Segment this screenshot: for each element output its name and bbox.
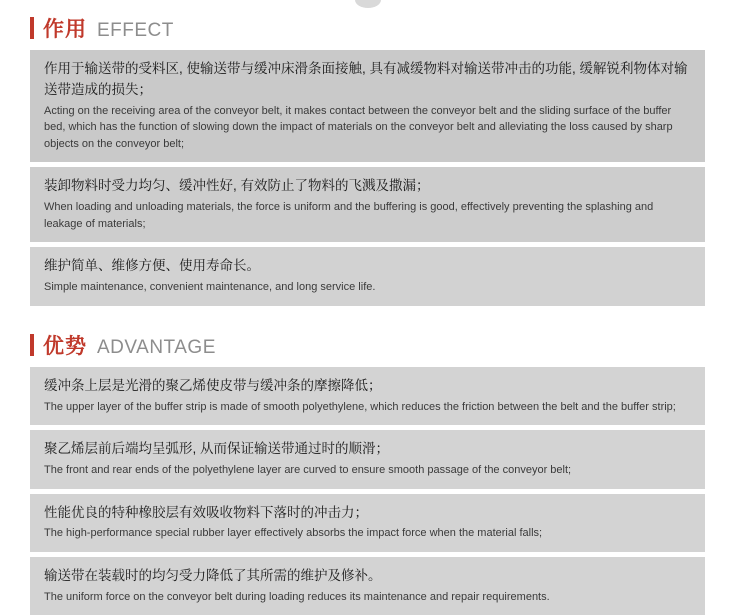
section-title-en: EFFECT [97,20,174,41]
list-item-en: The uniform force on the conveyor belt during loading reduces its maintenance and repair requirements. [44,590,550,603]
section-effect [30,0,705,306]
list-item-cn: 缓冲条上层是光滑的聚乙烯使皮带与缓冲条的摩擦降低； [44,377,382,393]
list-item [30,50,705,162]
list-item-en: The upper layer of the buffer strip is made of smooth polyethylene, which reduces the friction between the belt and the buffer strip; [44,400,676,413]
effect-row-list [30,50,705,306]
list-item-cn: 维护简单、维修方便、使用寿命长。 [44,258,260,274]
list-item [30,247,705,305]
list-item [30,494,705,552]
list-item-cn: 装卸物料时受力均匀、缓冲性好, 有效防止了物料的飞溅及撒漏； [44,178,430,194]
list-item-en: When loading and unloading materials, the force is uniform and the buffering is good, effectively preventing the splashing and leakage of materials; [44,201,654,230]
section-title-en: ADVANTAGE [97,336,216,358]
section-title-cn: 作用 [43,18,87,41]
list-item-cn: 作用于输送带的受料区, 使输送带与缓冲床滑条面接触, 具有减缓物料对输送带冲击的功能, 缓解锐利物体对输送带造成的损失； [44,61,688,97]
list-item [30,430,705,488]
heading-accent-bar-icon [30,17,34,39]
list-item-en: The front and rear ends of the polyethylene layer are curved to ensure smooth passage of the conveyor belt; [44,464,572,477]
section-advantage [30,317,705,615]
advantage-row-list [30,367,705,615]
list-item-en: Acting on the receiving area of the conveyor belt, it makes contact between the conveyor belt and the sliding surface of the buffer bed, which has the function of slowing down the impact of materials on the conveyor belt and alleviating the loss caused by sharp objects on the conveyor belt; [44,104,673,150]
list-item-cn: 输送带在装载时的均匀受力降低了其所需的维护及修补。 [44,567,382,583]
list-item [30,367,705,425]
list-item-cn: 聚乙烯层前后端均呈弧形, 从而保证输送带通过时的顺滑； [44,441,390,457]
list-item-en: Simple maintenance, convenient maintenance, and long service life. [44,281,376,294]
list-item [30,557,705,615]
list-item [30,167,705,242]
section-title-cn: 优势 [43,334,87,358]
heading-accent-bar-icon [30,334,34,356]
section-heading-advantage [30,317,705,367]
list-item-cn: 性能优良的特种橡胶层有效吸收物料下落时的冲击力； [44,504,368,520]
list-item-en: The high-performance special rubber layer effectively absorbs the impact force when the material falls; [44,527,543,540]
